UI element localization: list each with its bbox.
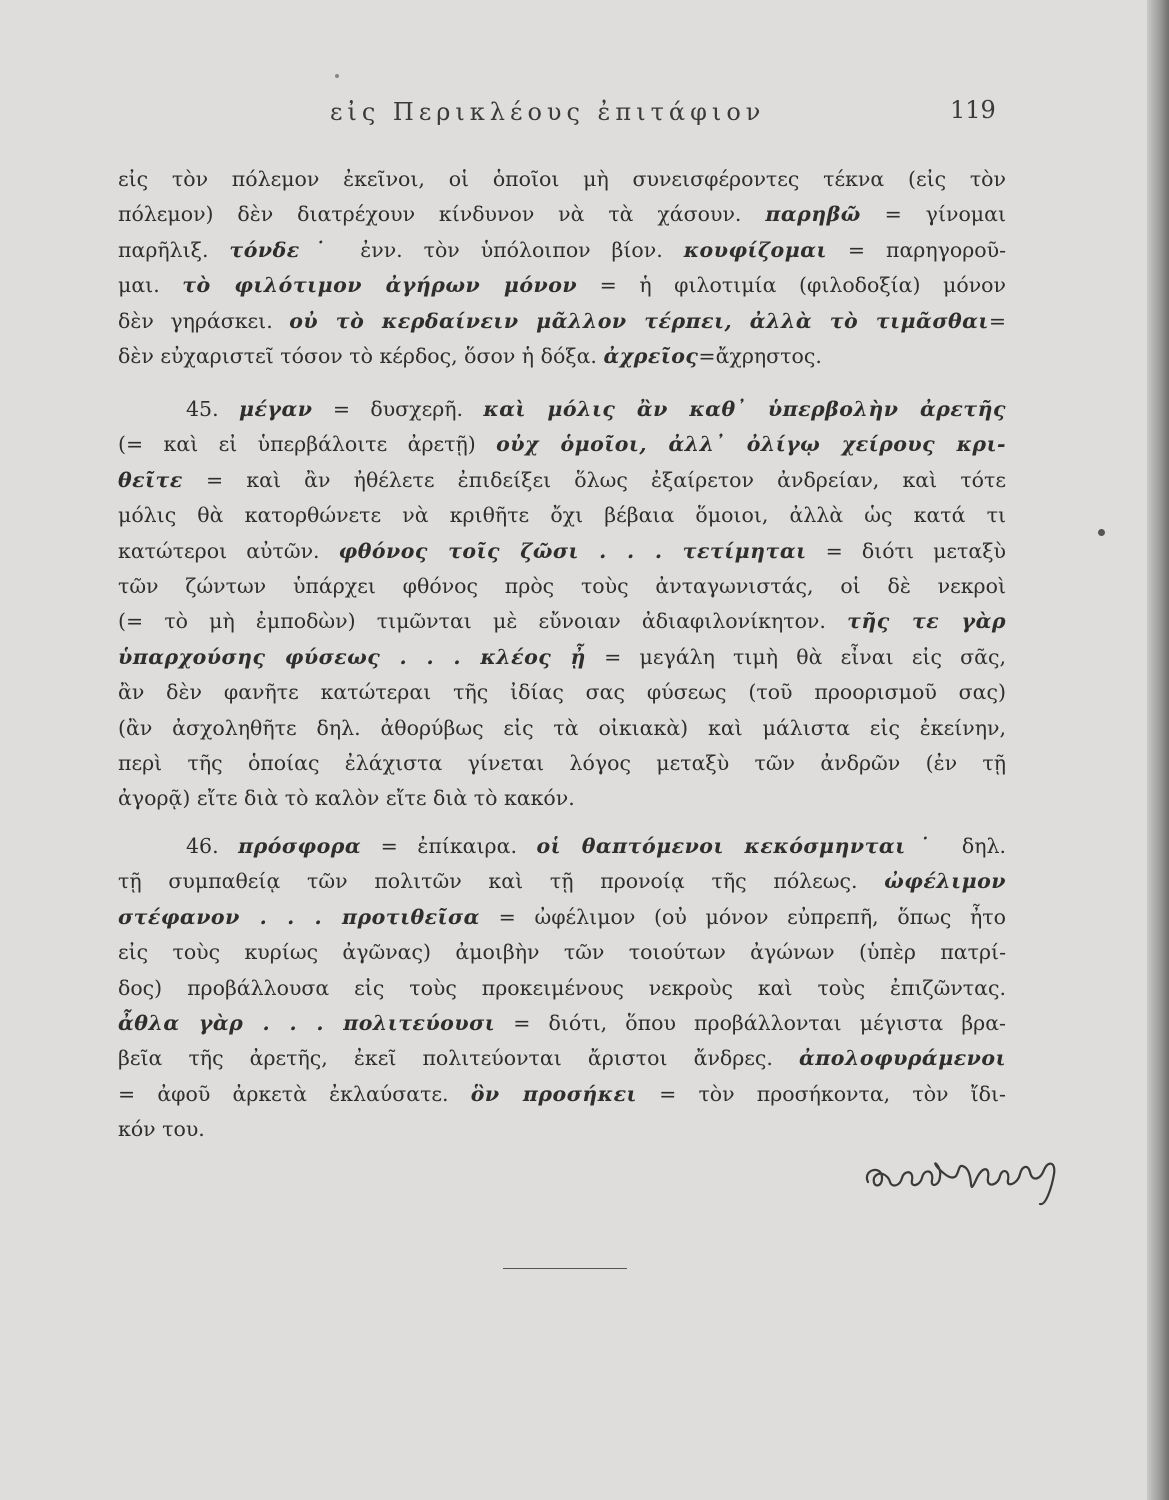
- text-run: = γίνομαι: [860, 202, 1006, 227]
- text-run: = μεγάλη τιμὴ θὰ εἶναι εἰς σᾶς,: [585, 644, 1006, 669]
- text-run: = ἡ φιλοτιμία (φιλοδοξία) μόνον: [577, 273, 1006, 298]
- page-edge-shadow: [1147, 0, 1169, 1500]
- text-run: δηλ.: [942, 834, 1006, 858]
- text-line: [118, 935, 1006, 970]
- text-line: [118, 900, 1006, 935]
- text-line: [118, 1006, 1006, 1041]
- text-run: =: [988, 308, 1006, 333]
- margin-dot: [1098, 529, 1105, 536]
- lemma-bold: φθόνος τοῖς ζῶσι . . . τετίμηται: [338, 538, 807, 563]
- text-run: = ἐπίκαιρα.: [361, 834, 537, 858]
- text-run: βεῖα τῆς ἀρετῆς, ἐκεῖ πολιτεύονται ἄριστοι ἄνδρες.: [118, 1046, 800, 1071]
- lemma-bold: οὐ τὸ κερδαίνειν μᾶλλον τέρπει, ἀλλὰ τὸ τιμᾶσθαι: [289, 308, 989, 333]
- text-line: [118, 1077, 1006, 1112]
- running-head: εἰς Περικλέους ἐπιτάφιον: [330, 98, 766, 126]
- text-line: [118, 427, 1006, 462]
- lemma-bold: τῆς τε γὰρ: [847, 609, 1006, 634]
- text-run: = ἀφοῦ ἀρκετὰ ἐκλαύσατε.: [118, 1081, 471, 1106]
- lemma-bold: τόνδε˙: [229, 237, 340, 262]
- text-run: μόλις θὰ κατορθώνετε νὰ κριθῆτε ὄχι βέβαια ὅμοιοι, ἀλλὰ ὡς κατά τι: [118, 503, 1006, 528]
- text-line: [118, 569, 1006, 604]
- paragraph-45: [118, 392, 1006, 817]
- text-run: 46.: [186, 834, 239, 858]
- text-run: = δυσχερῆ.: [312, 397, 484, 421]
- text-line: [118, 746, 1006, 781]
- lemma-bold: παρηβῶ: [765, 202, 861, 227]
- text-run: 45.: [186, 397, 239, 421]
- text-run: ἂν δὲν φανῆτε κατώτεραι τῆς ἰδίας σας φύσεως (τοῦ προορισμοῦ σας): [118, 680, 1006, 705]
- section-divider: [503, 1268, 627, 1269]
- handwritten-signature: [860, 1140, 1070, 1210]
- text-line: [118, 675, 1006, 710]
- text-run: = διότι, ὅπου προβάλλονται μέγιστα βρα-: [495, 1011, 1006, 1036]
- text-line: [118, 197, 1006, 232]
- text-line: [118, 971, 1006, 1006]
- text-line: [118, 711, 1006, 746]
- text-run: κατώτεροι αὐτῶν.: [118, 538, 339, 563]
- text-line: [118, 463, 1006, 498]
- text-run: δος) προβάλλουσα εἰς τοὺς προκειμένους νεκροὺς καὶ τοὺς ἐπιζῶντας.: [118, 975, 1006, 1000]
- text-line: [118, 162, 1006, 197]
- text-run: (ἂν ἀσχοληθῆτε δηλ. ἀθορύβως εἰς τὰ οἰκιακὰ) καὶ μάλιστα εἰς ἐκείνην,: [118, 715, 1006, 740]
- text-line: [118, 864, 1006, 899]
- text-run: ἀγορᾷ) εἴτε διὰ τὸ καλὸν εἴτε διὰ τὸ κακόν.: [118, 786, 575, 811]
- text-line: [118, 339, 1006, 374]
- text-run: εἰς τοὺς κυρίως ἀγῶνας) ἀμοιβὴν τῶν τοιούτων ἀγώνων (ὑπὲρ πατρί-: [118, 940, 1006, 965]
- lemma-bold: ὃν προσήκει: [470, 1081, 637, 1106]
- lemma-bold: τὸ φιλότιμον ἀγήρων μόνον: [182, 273, 578, 298]
- lemma-bold: μέγαν: [238, 397, 313, 421]
- lemma-bold: οἱ θαπτόμενοι κεκόσμηνται˙: [536, 834, 943, 858]
- text-line: [118, 534, 1006, 569]
- text-line: [118, 233, 1006, 268]
- lemma-bold: καὶ μόλις ἂν καθ᾽ ὑπερβολὴν ἀρετῆς: [483, 397, 1006, 421]
- text-run: κόν του.: [118, 1117, 205, 1142]
- lemma-bold: πρόσφορα: [238, 834, 362, 858]
- lemma-bold: θεῖτε: [118, 467, 183, 492]
- text-run: τῶν ζώντων ὑπάρχει φθόνος πρὸς τοὺς ἀνταγωνιστάς, οἱ δὲ νεκροὶ: [118, 574, 1006, 599]
- text-run: =ἄχρηστος.: [698, 344, 822, 369]
- text-line: [118, 640, 1006, 675]
- text-run: πόλεμον) δὲν διατρέχουν κίνδυνον νὰ τὰ χάσουν.: [118, 202, 766, 227]
- text-run: = διότι μεταξὺ: [806, 538, 1006, 563]
- text-line: [118, 268, 1006, 303]
- paragraph-1: [118, 162, 1006, 374]
- text-run: εἰς τὸν πόλεμον ἐκεῖνοι, οἱ ὁποῖοι μὴ συνεισφέροντες τέκνα (εἰς τὸν: [118, 167, 1006, 191]
- text-line: [118, 304, 1006, 339]
- text-line: [118, 604, 1006, 639]
- lemma-bold: ὠφέλιμον: [884, 869, 1006, 894]
- text-run: περὶ τῆς ὁποίας ἐλάχιστα γίνεται λόγος μεταξὺ τῶν ἀνδρῶν (ἐν τῇ: [118, 751, 1006, 776]
- lemma-bold: ἀπολοφυράμενοι: [799, 1046, 1006, 1071]
- lemma-bold: ἆθλα γὰρ . . . πολιτεύουσι: [118, 1011, 496, 1036]
- text-run: τῇ συμπαθείᾳ τῶν πολιτῶν καὶ τῇ προνοίᾳ τῆς πόλεως.: [118, 869, 885, 894]
- text-run: = καὶ ἂν ἠθέλετε ἐπιδείξει ὅλως ἐξαίρετον ἀνδρείαν, καὶ τότε: [182, 467, 1006, 492]
- text-line: [118, 392, 1006, 427]
- text-run: (= τὸ μὴ ἐμποδὼν) τιμῶνται μὲ εὔνοιαν ἀδιαφιλονίκητον.: [118, 609, 848, 634]
- paragraph-46: [118, 829, 1006, 1148]
- text-run: δὲν εὐχαριστεῖ τόσον τὸ κέρδος, ὅσον ἡ δόξα.: [118, 344, 604, 369]
- text-run: = ὠφέλιμον (οὐ μόνον εὐπρεπῆ, ὅπως ἦτο: [479, 904, 1006, 929]
- text-run: (= καὶ εἰ ὑπερβάλοιτε ἀρετῇ): [118, 432, 497, 457]
- text-line: [118, 781, 1006, 816]
- text-run: παρῆλιξ.: [118, 237, 230, 262]
- text-line: [118, 498, 1006, 533]
- text-line: [118, 1041, 1006, 1076]
- lemma-bold: ἀχρεῖος: [603, 344, 699, 369]
- text-run: = παρηγοροῦ-: [826, 237, 1006, 262]
- page-number: 119: [950, 96, 996, 124]
- text-run: = τὸν προσήκοντα, τὸν ἴδι-: [636, 1081, 1006, 1106]
- text-run: μαι.: [118, 273, 183, 298]
- lemma-bold: κουφίζομαι: [683, 237, 827, 262]
- lemma-bold: στέφανον . . . προτιθεῖσα: [118, 904, 480, 929]
- text-run: δὲν γηράσκει.: [118, 308, 290, 333]
- lemma-bold: ὑπαρχούσης φύσεως . . . κλέος ᾖ: [118, 644, 586, 669]
- text-line: [118, 829, 1006, 864]
- lemma-bold: οὐχ ὁμοῖοι, ἀλλ᾽ ὀλίγῳ χείρους κρι-: [496, 432, 1006, 457]
- ink-speck: [335, 74, 339, 78]
- text-run: ἐνν. τὸν ὑπόλοιπον βίον.: [339, 237, 684, 262]
